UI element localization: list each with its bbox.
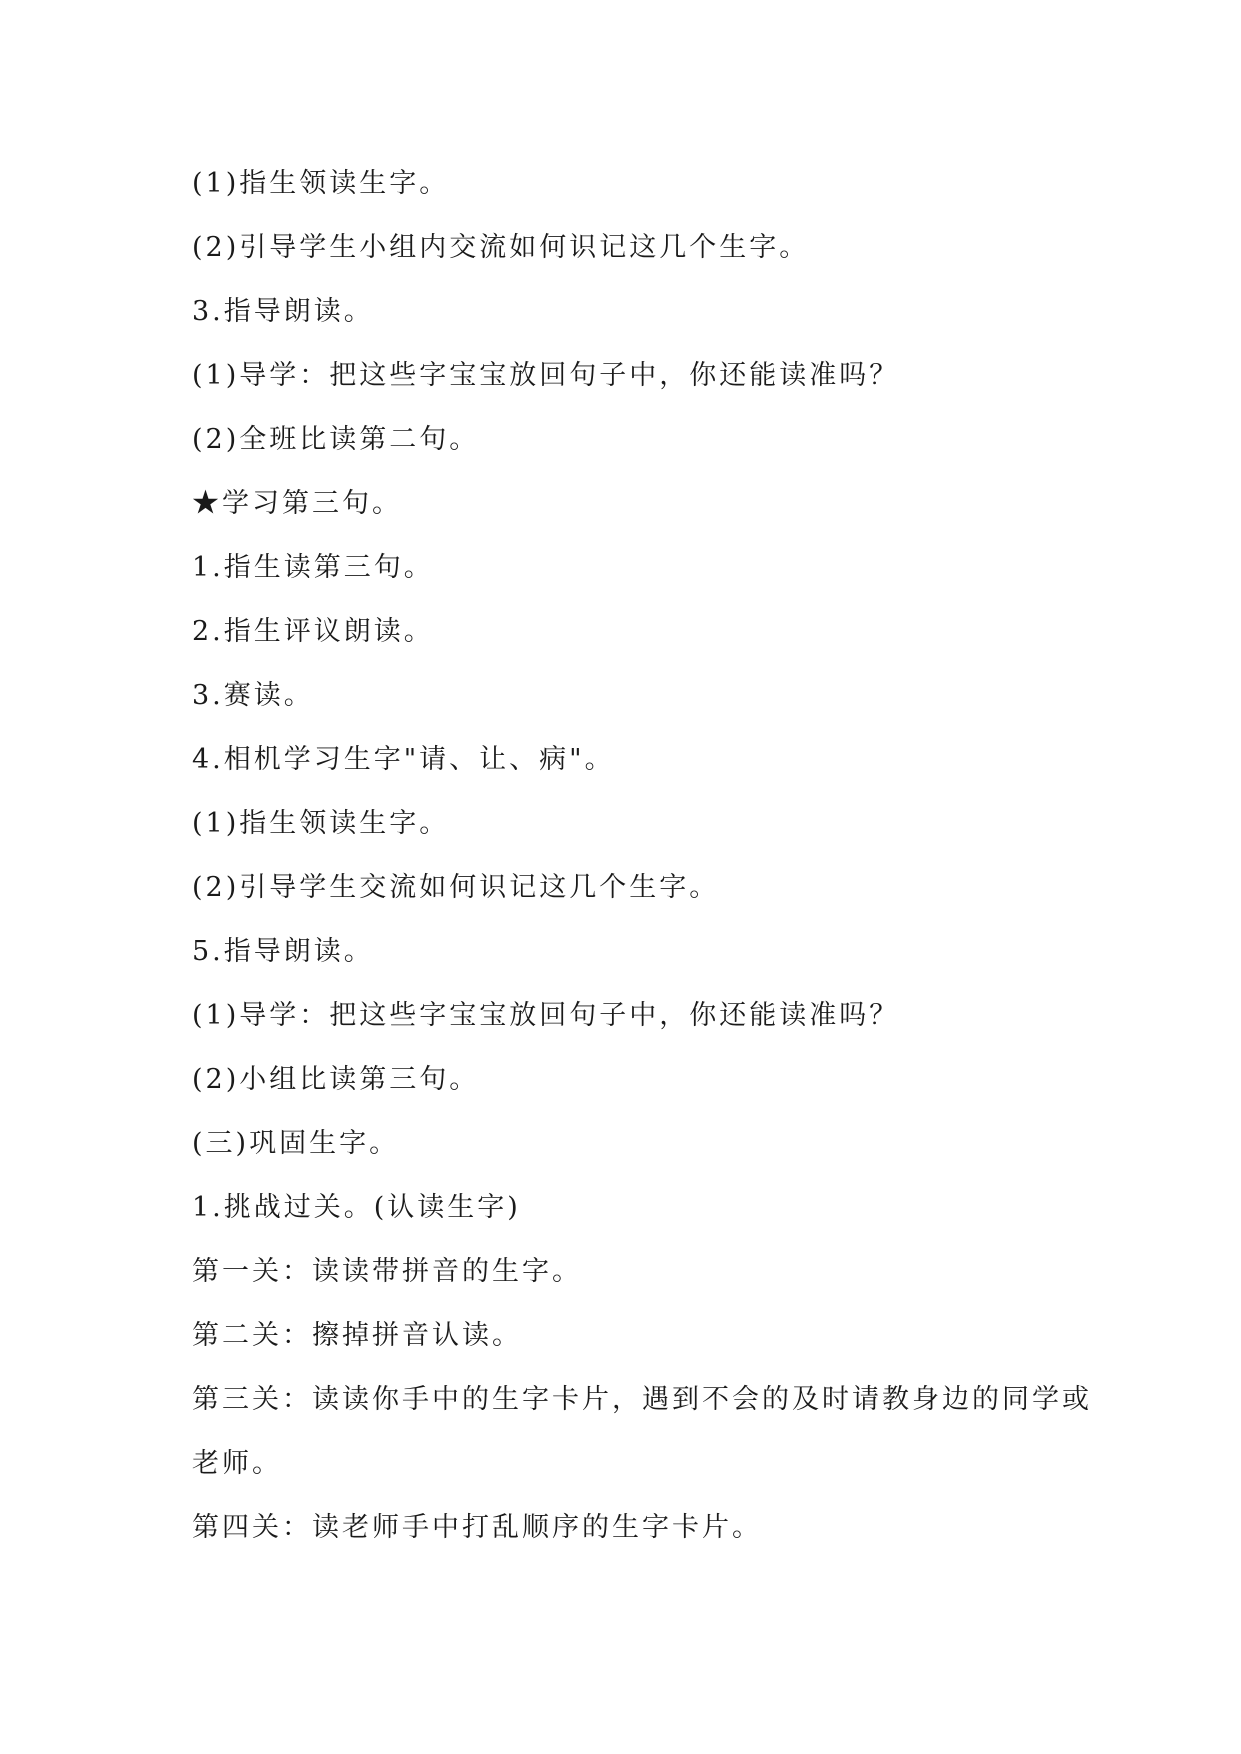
section-heading: (三)巩固生字。 [192,1128,400,1159]
text-line: 老师。 [192,1448,282,1479]
section-heading: ★学习第三句。 [192,488,402,519]
text-line: 4.相机学习生字"请、让、病"。 [192,744,615,775]
text-line: (2)引导学生小组内交流如何识记这几个生字。 [192,232,810,263]
text-line: 1.指生读第三句。 [192,552,434,583]
text-line: 1.挑战过关。(认读生字) [192,1192,521,1223]
text-line: (1)导学：把这些字宝宝放回句子中，你还能读准吗？ [192,1000,900,1031]
text-line: 第三关：读读你手中的生字卡片，遇到不会的及时请教身边的同学或 [192,1384,1092,1415]
section-heading: 5.指导朗读。 [192,936,374,967]
section-heading: 3.指导朗读。 [192,296,374,327]
text-line: (1)导学：把这些字宝宝放回句子中，你还能读准吗？ [192,360,900,391]
text-line: (2)小组比读第三句。 [192,1064,480,1095]
text-line: (2)全班比读第二句。 [192,424,480,455]
text-line: 第二关：擦掉拼音认读。 [192,1320,522,1351]
text-line: 3.赛读。 [192,680,314,711]
text-line: 第四关：读老师手中打乱顺序的生字卡片。 [192,1512,762,1543]
text-line: (2)引导学生交流如何识记这几个生字。 [192,872,720,903]
text-line: 2.指生评议朗读。 [192,616,434,647]
text-line: 第一关：读读带拼音的生字。 [192,1256,582,1287]
text-line: (1)指生领读生字。 [192,168,450,199]
text-line: (1)指生领读生字。 [192,808,450,839]
